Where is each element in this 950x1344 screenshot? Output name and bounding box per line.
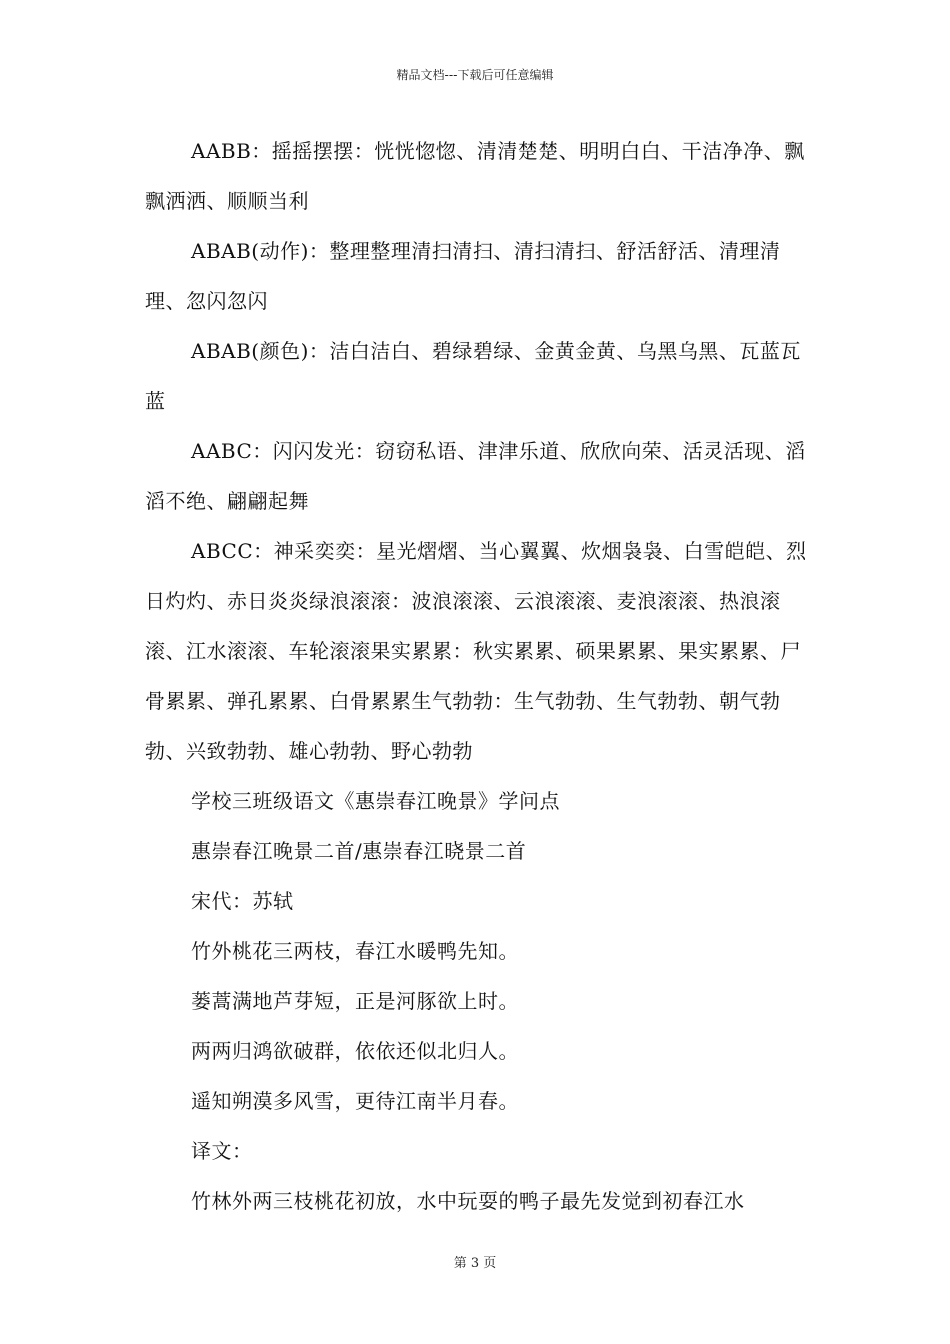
document-body (145, 126, 815, 1226)
section-title: 学校三班级语文《惠崇春江晚景》学问点 (191, 789, 560, 813)
translation-text: 竹林外两三枝桃花初放，水中玩耍的鸭子最先发觉到初春江水 (191, 1189, 745, 1213)
translation-label: 译文： (191, 1139, 253, 1163)
poem-line: 竹外桃花三两枝，春江水暖鸭先知。 (191, 939, 519, 963)
poem-line: 遥知朔漠多风雪，更待江南半月春。 (191, 1089, 519, 1113)
poem-line: 两两归鸿欲破群，依依还似北归人。 (191, 1039, 519, 1063)
paragraph-aabc: AABC：闪闪发光：窃窃私语、津津乐道、欣欣向荣、活灵活现、滔滔不绝、翩翩起舞 (145, 439, 806, 513)
paragraph-abcc: ABCC：神采奕奕：星光熠熠、当心翼翼、炊烟袅袅、白雪皑皑、烈日灼灼、赤日炎炎绿浪滚滚：波浪滚滚、云浪滚滚、麦浪滚滚、热浪滚滚、江水滚滚、车轮滚滚果实累累：秋实累累、硕果累累、果实累累、尸骨累累、弹孔累累、白骨累累生气勃勃：生气勃勃、生气勃勃、朝气勃勃、兴致勃勃、雄心勃勃、野心勃勃 (145, 539, 807, 763)
poem-author: 宋代：苏轼 (191, 889, 294, 913)
page-header: 精品文档---下载后可任意编辑 (396, 68, 554, 82)
page-number: 第 3 页 (453, 1256, 497, 1271)
poem-title: 惠崇春江晚景二首/惠崇春江晓景二首 (191, 839, 527, 863)
paragraph-aabb: AABB：摇摇摆摆：恍恍惚惚、清清楚楚、明明白白、干洁净净、飘飘洒洒、顺顺当利 (145, 139, 805, 213)
poem-line: 蒌蒿满地芦芽短，正是河豚欲上时。 (191, 989, 519, 1013)
paragraph-abab-action: ABAB(动作)：整理整理清扫清扫、清扫清扫、舒活舒活、清理清理、忽闪忽闪 (145, 239, 781, 313)
paragraph-abab-color: ABAB(颜色)：洁白洁白、碧绿碧绿、金黄金黄、乌黑乌黑、瓦蓝瓦蓝 (145, 339, 801, 413)
